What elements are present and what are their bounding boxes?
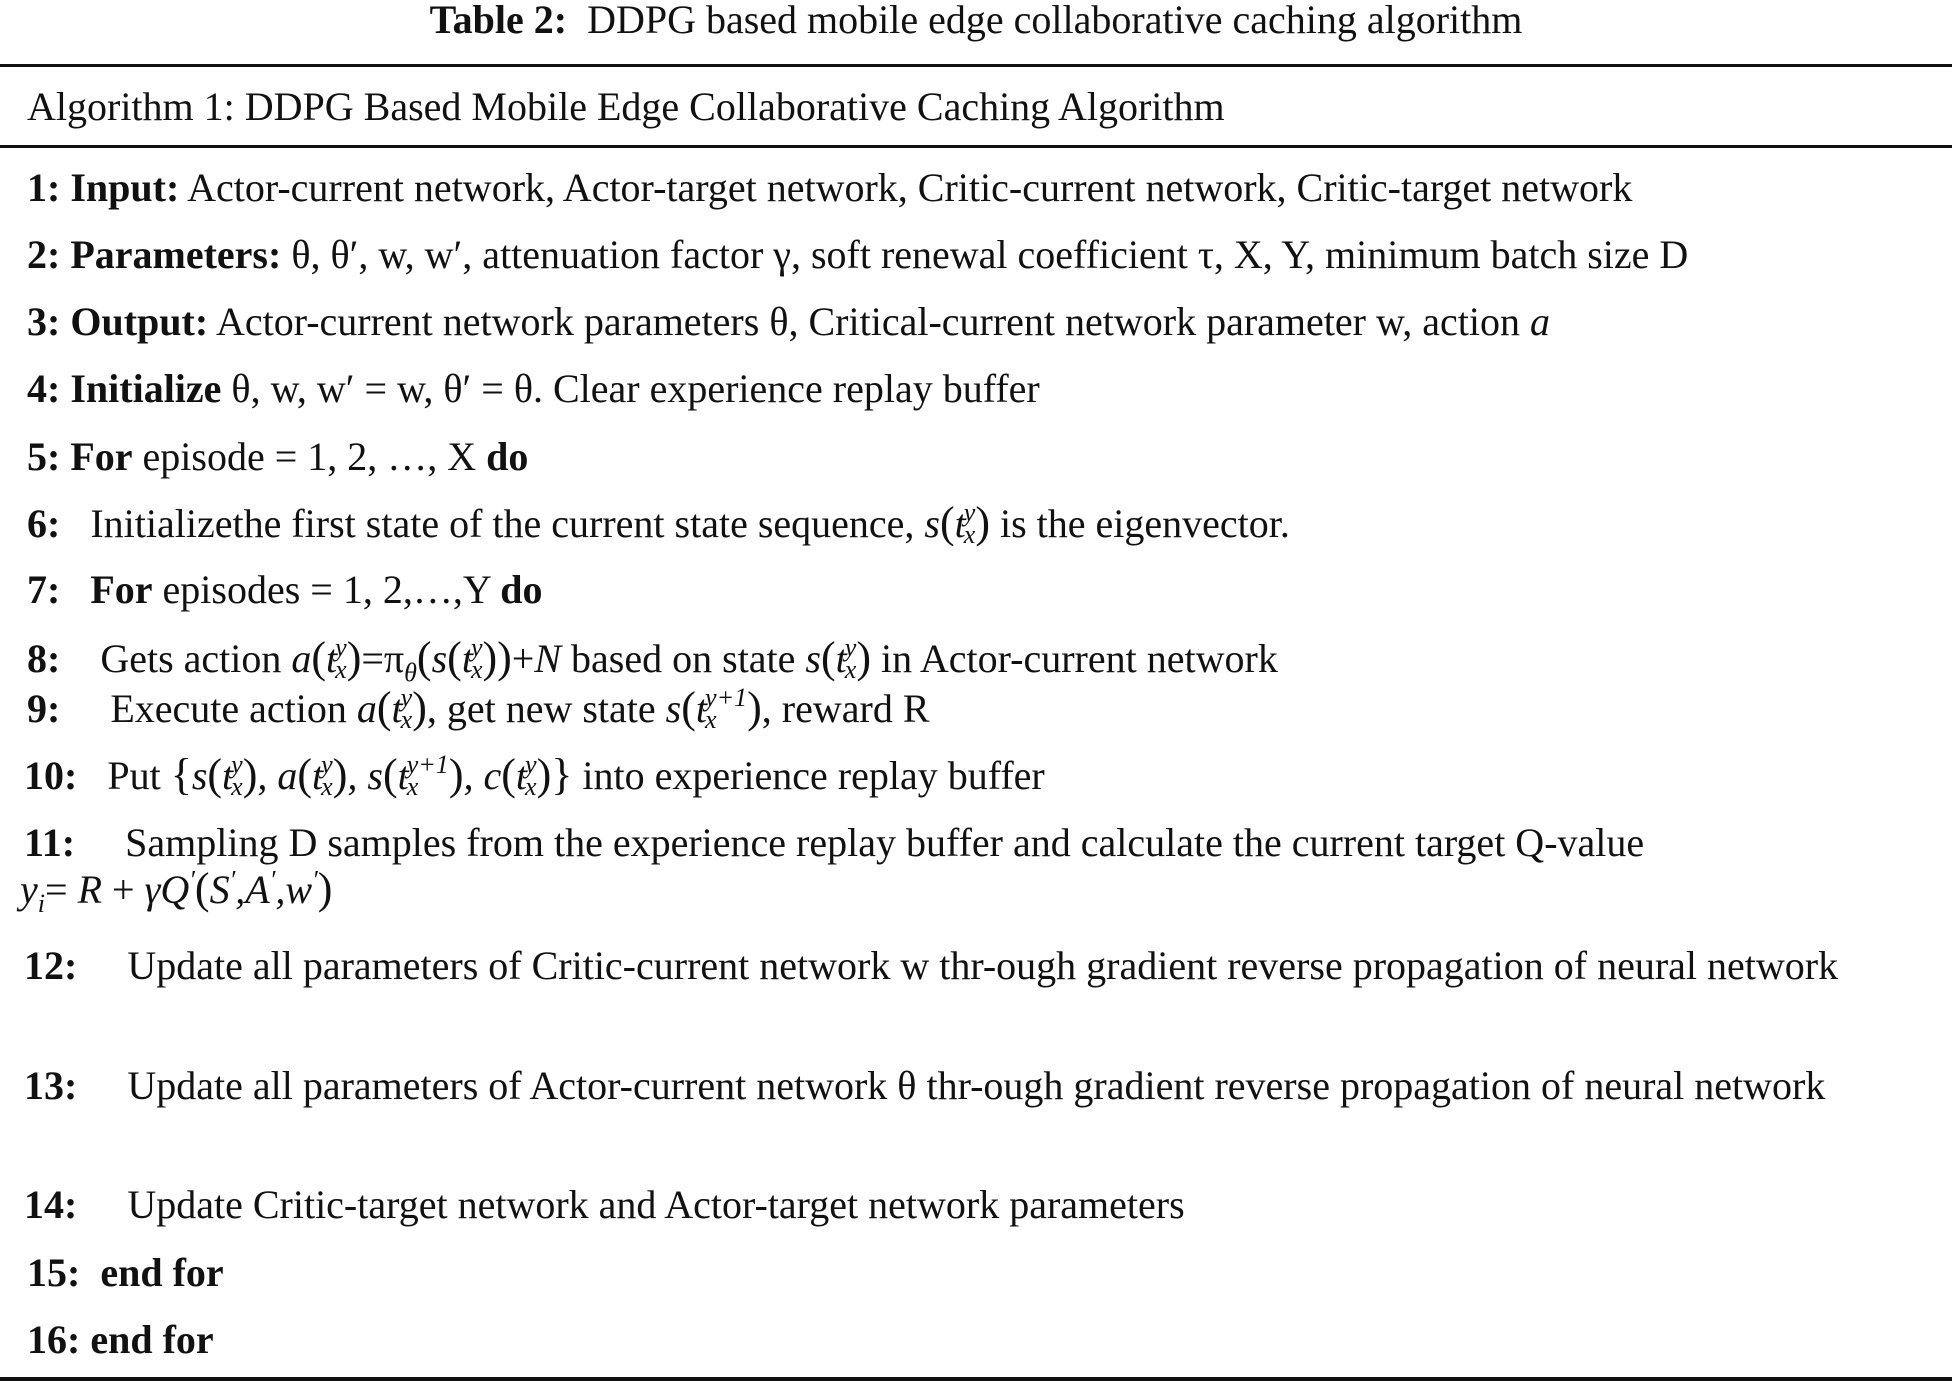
algorithm-line-11-formula — [20, 864, 333, 918]
line-text: Update all parameters of Actor-current network θ thr-ough gradient reverse propagation of neural network — [127, 1063, 1826, 1108]
line-text-post: into experience replay buffer — [582, 753, 1045, 798]
line-keyword: Input: — [70, 165, 180, 210]
line-number: 14: — [24, 1182, 78, 1227]
algorithm-line-6 — [27, 497, 1290, 550]
algorithm-line-5 — [27, 434, 528, 480]
table-caption — [0, 0, 1952, 40]
line-text-mid: , get new state — [426, 686, 656, 731]
math-state: s(t y x ) — [924, 497, 990, 549]
line-math-action: a — [1530, 299, 1550, 344]
line-text: episode = 1, 2, …, X — [142, 434, 477, 479]
line-text-mid: based on state — [571, 636, 796, 681]
math-next-state: s(t y+1 x ) — [665, 682, 762, 734]
line-number: 8: — [27, 636, 61, 681]
table-caption-text: DDPG based mobile edge collaborative caching algorithm — [587, 0, 1523, 42]
line-number: 5: — [27, 434, 61, 479]
line-text: θ, θ′, w, w′, attenuation factor γ, soft renewal coefficient τ, X, Y, minimum batch size D — [291, 232, 1689, 277]
line-number: 6: — [27, 501, 61, 546]
algorithm-header: Algorithm 1: DDPG Based Mobile Edge Collaborative Caching Algorithm — [27, 84, 1225, 129]
math-action: a(t y x ) — [356, 682, 427, 734]
line-text-pre: Gets action — [100, 636, 282, 681]
line-text: Sampling D samples from the experience replay buffer and calculate the current target Q-value — [125, 820, 1645, 865]
math-action-policy: a(t y x )$=\pi_\theta(s(t$ y x ))+N — [291, 632, 562, 687]
line-text-pre: Execute action — [110, 686, 347, 731]
algorithm-line-1 — [27, 165, 1632, 211]
algorithm-line-7 — [27, 567, 542, 613]
line-number: 13: — [24, 1063, 78, 1108]
header-rule — [0, 145, 1952, 148]
line-number: 2: — [27, 232, 61, 277]
line-number: 10: — [24, 753, 78, 798]
line-text-pre: Put — [107, 753, 161, 798]
line-text: Update all parameters of Critic-current network w thr-ough gradient reverse propagation of neural network — [127, 943, 1839, 988]
algorithm-line-3 — [27, 299, 1550, 345]
line-text: Update Critic-target network and Actor-target network parameters — [127, 1182, 1185, 1227]
math-state: s(t y x ) — [805, 632, 871, 684]
line-number: 11: — [24, 820, 76, 865]
line-text-pre: Initializethe first state of the current state sequence, — [90, 501, 915, 546]
line-number: 1: — [27, 165, 61, 210]
line-number: 12: — [24, 943, 78, 988]
line-number: 9: — [27, 686, 61, 731]
math-transition-tuple: {s(t y x ), a(t y x ), s(t y+1 x ), c(t y x )} — [170, 749, 573, 801]
line-keyword-end: do — [486, 434, 529, 479]
line-keyword: For — [70, 434, 133, 479]
line-text: Actor-current network parameters θ, Critical-current network parameter w, action — [215, 299, 1520, 344]
line-text: Actor-current network, Actor-target network, Critic-current network, Critic-target network — [187, 165, 1633, 210]
line-keyword: Initialize — [70, 366, 222, 411]
line-number: 7: — [27, 567, 61, 612]
line-number: 4: — [27, 366, 61, 411]
algorithm-line-13 — [24, 1058, 1924, 1113]
algorithm-line-8 — [27, 632, 1278, 687]
line-number: 3: — [27, 299, 61, 344]
bottom-rule — [0, 1377, 1952, 1381]
algorithm-line-16 — [27, 1317, 214, 1363]
algorithm-line-12 — [24, 938, 1924, 993]
algorithm-line-10 — [24, 749, 1045, 802]
algorithm-line-14 — [24, 1182, 1185, 1228]
top-rule — [0, 64, 1952, 67]
line-text-post: in Actor-current network — [880, 636, 1278, 681]
line-text-post: , reward R — [761, 686, 930, 731]
line-keyword: For — [90, 567, 153, 612]
line-keyword-end: do — [500, 567, 543, 612]
line-text: episodes = 1, 2,…,Y — [162, 567, 491, 612]
target-q-formula: $y_i= R + \gamma Q'(S',A',w')$ — [20, 864, 333, 918]
line-number: 15: — [27, 1250, 81, 1295]
line-text: θ, w, w′ = w, θ′ = θ. Clear experience replay buffer — [231, 366, 1040, 411]
algorithm-line-9 — [27, 682, 930, 735]
line-keyword: Output: — [70, 299, 209, 344]
algorithm-line-15 — [27, 1250, 224, 1296]
algorithm-line-2 — [27, 232, 1688, 278]
table-caption-label: Table 2: — [429, 0, 568, 42]
algorithm-line-4 — [27, 366, 1040, 412]
line-number: 16: — [27, 1317, 81, 1362]
line-text-post: is the eigenvector. — [999, 501, 1290, 546]
line-keyword: end for — [90, 1317, 214, 1362]
line-keyword: Parameters: — [70, 232, 282, 277]
algorithm-line-11 — [24, 820, 1644, 866]
line-keyword: end for — [100, 1250, 224, 1295]
